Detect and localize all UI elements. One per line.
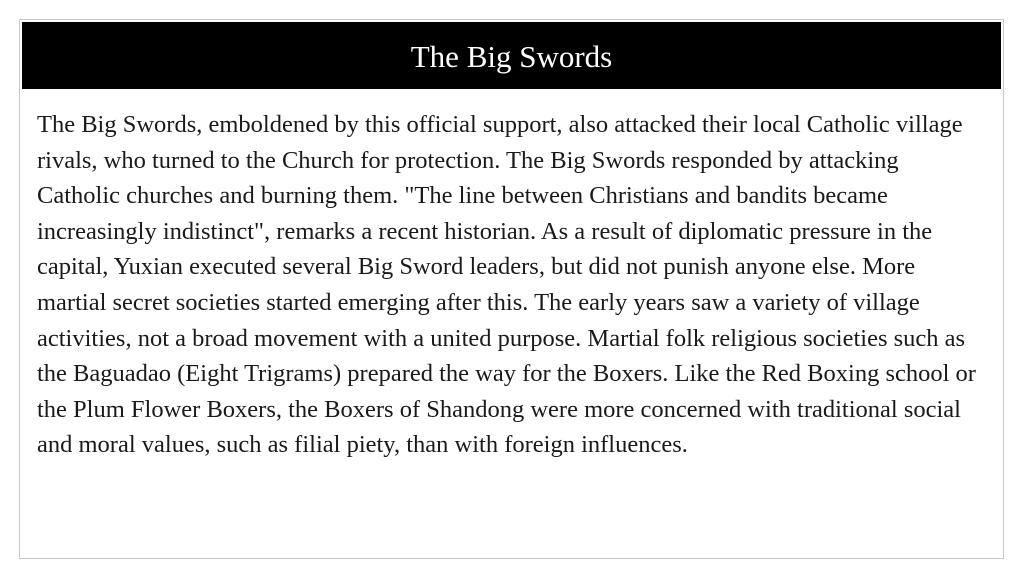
slide-body-text: The Big Swords, emboldened by this official support, also attacked their local Catholic village rivals, who turned to the Church for protection. The Big Swords responded by attacking Catholic churches and burning them. "The line between Christians and bandits became increasingly indistinct", remarks a recent historian. As a result of diplomatic pressure in the capital, Yuxian executed several Big Sword leaders, but did not punish anyone else. More martial secret societies started emerging after this. The early years saw a variety of village activities, not a broad movement with a united purpose. Martial folk religious societies such as the Baguadao (Eight Trigrams) prepared the way for the Boxers. Like the Red Boxing school or the Plum Flower Boxers, the Boxers of Shandong were more concerned with traditional social and moral values, such as filial piety, than with foreign influences. [37, 111, 976, 459]
slide [19, 19, 1004, 559]
title-bar [22, 22, 1001, 89]
slide-title: The Big Swords [410, 39, 613, 74]
